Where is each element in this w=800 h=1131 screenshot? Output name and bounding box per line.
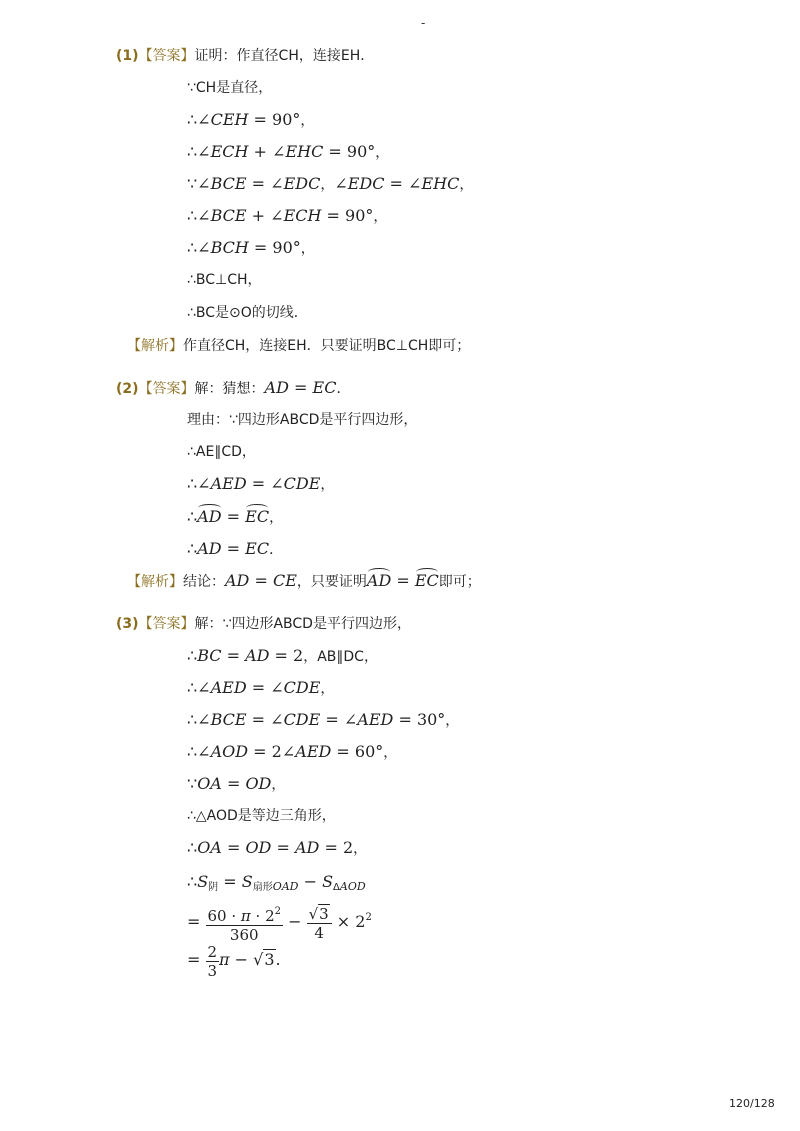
part3-step-3: ∴∠BCE = ∠CDE = ∠AED = 30°， — [187, 710, 460, 729]
answer-tag: 【答案】 — [138, 616, 195, 632]
part3-step-8: $\therefore S_阴 = S_{扇形OAD} - S_{\Delta AOD}$ — [187, 872, 366, 893]
part2-step-1: 理由：∵四边形ABCD是平行四边形， — [187, 412, 418, 428]
fraction: $\frac{2}{3}$ — [207, 942, 218, 980]
part2-analysis-line: 【解析】结论：AD = CE，只要证明AD = EC即可； — [127, 571, 481, 590]
part2-step-4: ∴AD = EC， — [187, 507, 284, 526]
part3-answer-text: 解：∵四边形ABCD是平行四边形， — [194, 616, 411, 632]
part3-step-10: = $\frac{2}{3}$ π − √3. — [187, 942, 281, 980]
part2-step-3: ∴∠AED = ∠CDE， — [187, 474, 335, 493]
part3-step-7: ∴OA = OD = AD = 2， — [187, 838, 368, 857]
part3-step-9: = $\frac{60 \cdot \pi \cdot 2^2}{360}$ − $\frac{√3}{4}$ × $2^2$ — [187, 904, 372, 944]
header-mark: - — [421, 16, 426, 30]
part3-answer-line — [116, 614, 411, 634]
part2-number: (2) — [116, 381, 139, 397]
part3-step-4: ∴∠AOD = 2∠AED = 60°， — [187, 742, 398, 761]
part2-step-2: ∴AE∥CD， — [187, 444, 256, 460]
part3-step-6: ∴△AOD是等边三角形， — [187, 808, 336, 824]
part3-step-5: ∵OA = OD， — [187, 774, 286, 793]
part1-step-7: ∴BC⊥CH， — [187, 272, 262, 288]
part2-step-5: ∴AD = EC． — [187, 539, 284, 558]
part1-step-2: ∴∠CEH = 90°， — [187, 110, 315, 129]
part1-step-5: ∴∠BCE + ∠ECH = 90°， — [187, 206, 388, 225]
fraction: $\frac{√3}{4}$ — [307, 905, 332, 942]
part1-step-8: ∴BC是⊙O的切线． — [187, 305, 308, 321]
fraction: $\frac{60 \cdot \pi \cdot 2^2}{360}$ — [206, 903, 284, 944]
analysis-tag: 【解析】 — [127, 338, 183, 354]
part1-number: (1) — [116, 48, 139, 64]
part1-step-4: ∵∠BCE = ∠EDC，∠EDC = ∠EHC， — [187, 174, 474, 193]
part1-step-3: ∴∠ECH + ∠EHC = 90°， — [187, 142, 390, 161]
part3-step-2: ∴∠AED = ∠CDE， — [187, 678, 335, 697]
part1-step-1: ∵CH是直径， — [187, 80, 273, 96]
analysis-tag: 【解析】 — [127, 574, 183, 590]
answer-tag: 【答案】 — [138, 381, 195, 397]
part1-answer-line — [116, 46, 374, 66]
answer-tag: 【答案】 — [138, 48, 195, 64]
part3-step-1: ∴BC = AD = 2，AB∥DC， — [187, 646, 378, 665]
part1-step-6: ∴∠BCH = 90°， — [187, 238, 315, 257]
part1-analysis-line — [127, 336, 470, 356]
part2-answer-line: (2)【答案】解：猜想：AD = EC． — [116, 378, 351, 397]
part3-number: (3) — [116, 616, 139, 632]
part1-analysis-text: 作直径CH，连接EH．只要证明BC⊥CH即可； — [183, 338, 471, 354]
part1-answer-text: 证明：作直径CH，连接EH． — [194, 48, 375, 64]
page-number: 120/128 — [729, 1097, 775, 1110]
